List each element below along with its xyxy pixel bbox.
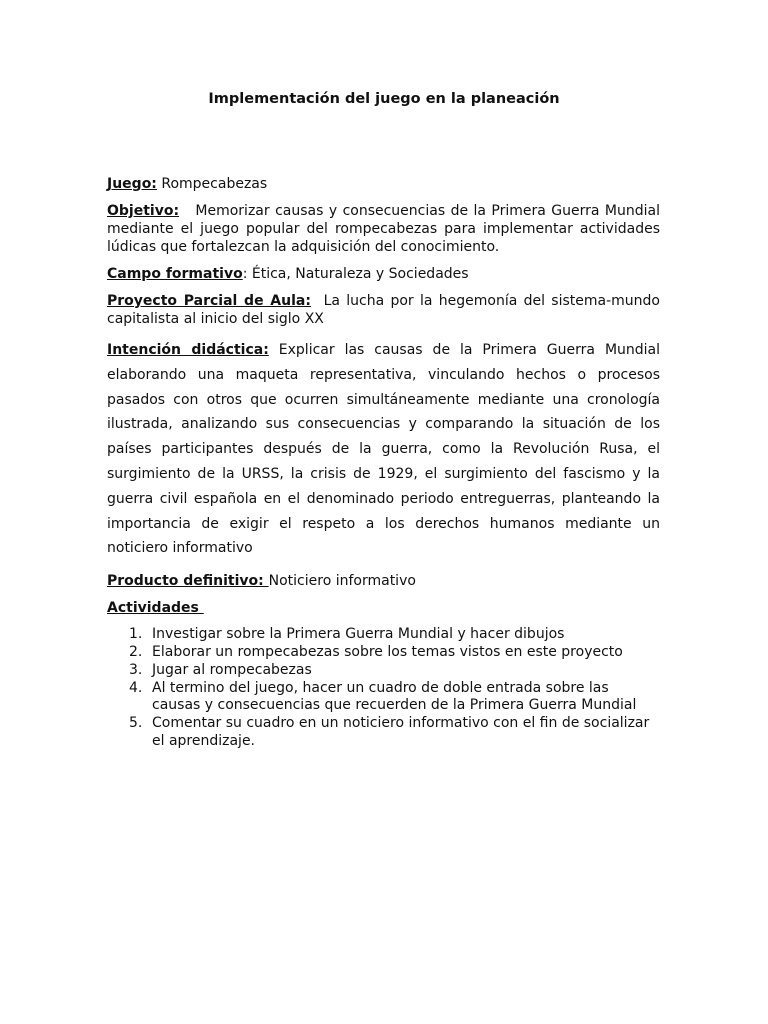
list-item-number: 5. bbox=[129, 715, 143, 732]
campo-formativo-value: : Ética, Naturaleza y Sociedades bbox=[242, 266, 469, 282]
list-item bbox=[107, 715, 660, 751]
list-item-text: Comentar su cuadro en un noticiero informativo con el fin de socializar el aprendizaje. bbox=[152, 715, 650, 749]
proyecto-label: Proyecto Parcial de Aula: bbox=[107, 293, 311, 309]
juego-paragraph bbox=[107, 175, 660, 193]
objetivo-label: Objetivo: bbox=[107, 203, 180, 219]
juego-label: Juego: bbox=[107, 176, 157, 192]
objetivo-value: Memorizar causas y consecuencias de la Primera Guerra Mundial mediante el juego popular del rompecabezas para implementar actividades lúdicas que fortalezcan la adquisición del conocimiento. bbox=[107, 203, 665, 255]
campo-formativo-label: Campo formativo bbox=[107, 266, 243, 282]
producto-label: Producto definitivo: bbox=[107, 573, 269, 590]
actividades-title: Actividades bbox=[107, 600, 204, 617]
intencion-value: Explicar las causas de la Primera Guerra Mundial elaborando una maqueta representativa, vinculando hechos o procesos pasados con otros que ocurren simultáneamente mediante una cronología ilustrada, analizando sus consecuencias y comparando la situación de los países participantes después de la guerra, como la Revolución Rusa, el surgimiento de la URSS, la crisis de 1929, el surgimiento del fascismo y la guerra civil española en el denominado periodo entreguerras, planteando la importancia de exigir el respeto a los derechos humanos mediante un noticiero informativo bbox=[107, 342, 661, 557]
producto-paragraph bbox=[107, 572, 660, 590]
list-item bbox=[107, 662, 660, 680]
juego-value: Rompecabezas bbox=[156, 176, 268, 192]
list-item-text: Jugar al rompecabezas bbox=[152, 661, 312, 678]
list-item-number: 4. bbox=[129, 679, 143, 696]
document-body bbox=[107, 175, 665, 751]
list-item-text: Elaborar un rompecabezas sobre los temas vistos en este proyecto bbox=[152, 643, 623, 660]
proyecto-paragraph bbox=[107, 292, 665, 328]
producto-value: Noticiero informativo bbox=[268, 573, 416, 590]
intencion-paragraph bbox=[107, 338, 660, 561]
actividades-list bbox=[107, 626, 660, 751]
list-item-text: Al termino del juego, hacer un cuadro de doble entrada sobre las causas y consecuencias que recuerden de la Primera Guerra Mundial bbox=[152, 679, 637, 714]
list-item bbox=[107, 626, 660, 644]
list-item-number: 2. bbox=[129, 643, 143, 660]
list-item bbox=[107, 644, 660, 662]
list-item bbox=[107, 680, 660, 716]
campo-formativo-paragraph bbox=[107, 265, 660, 283]
list-item-text: Investigar sobre la Primera Guerra Mundial y hacer dibujos bbox=[152, 626, 565, 643]
document-title: Implementación del juego en la planeación bbox=[208, 91, 560, 107]
proyecto-value: La lucha por la hegemonía del sistema-mundo capitalista al inicio del siglo XX bbox=[107, 293, 665, 327]
list-item-number: 1. bbox=[129, 626, 143, 643]
objetivo-paragraph bbox=[107, 202, 665, 256]
list-item-number: 3. bbox=[129, 661, 143, 678]
intencion-label: Intención didáctica: bbox=[107, 342, 269, 358]
